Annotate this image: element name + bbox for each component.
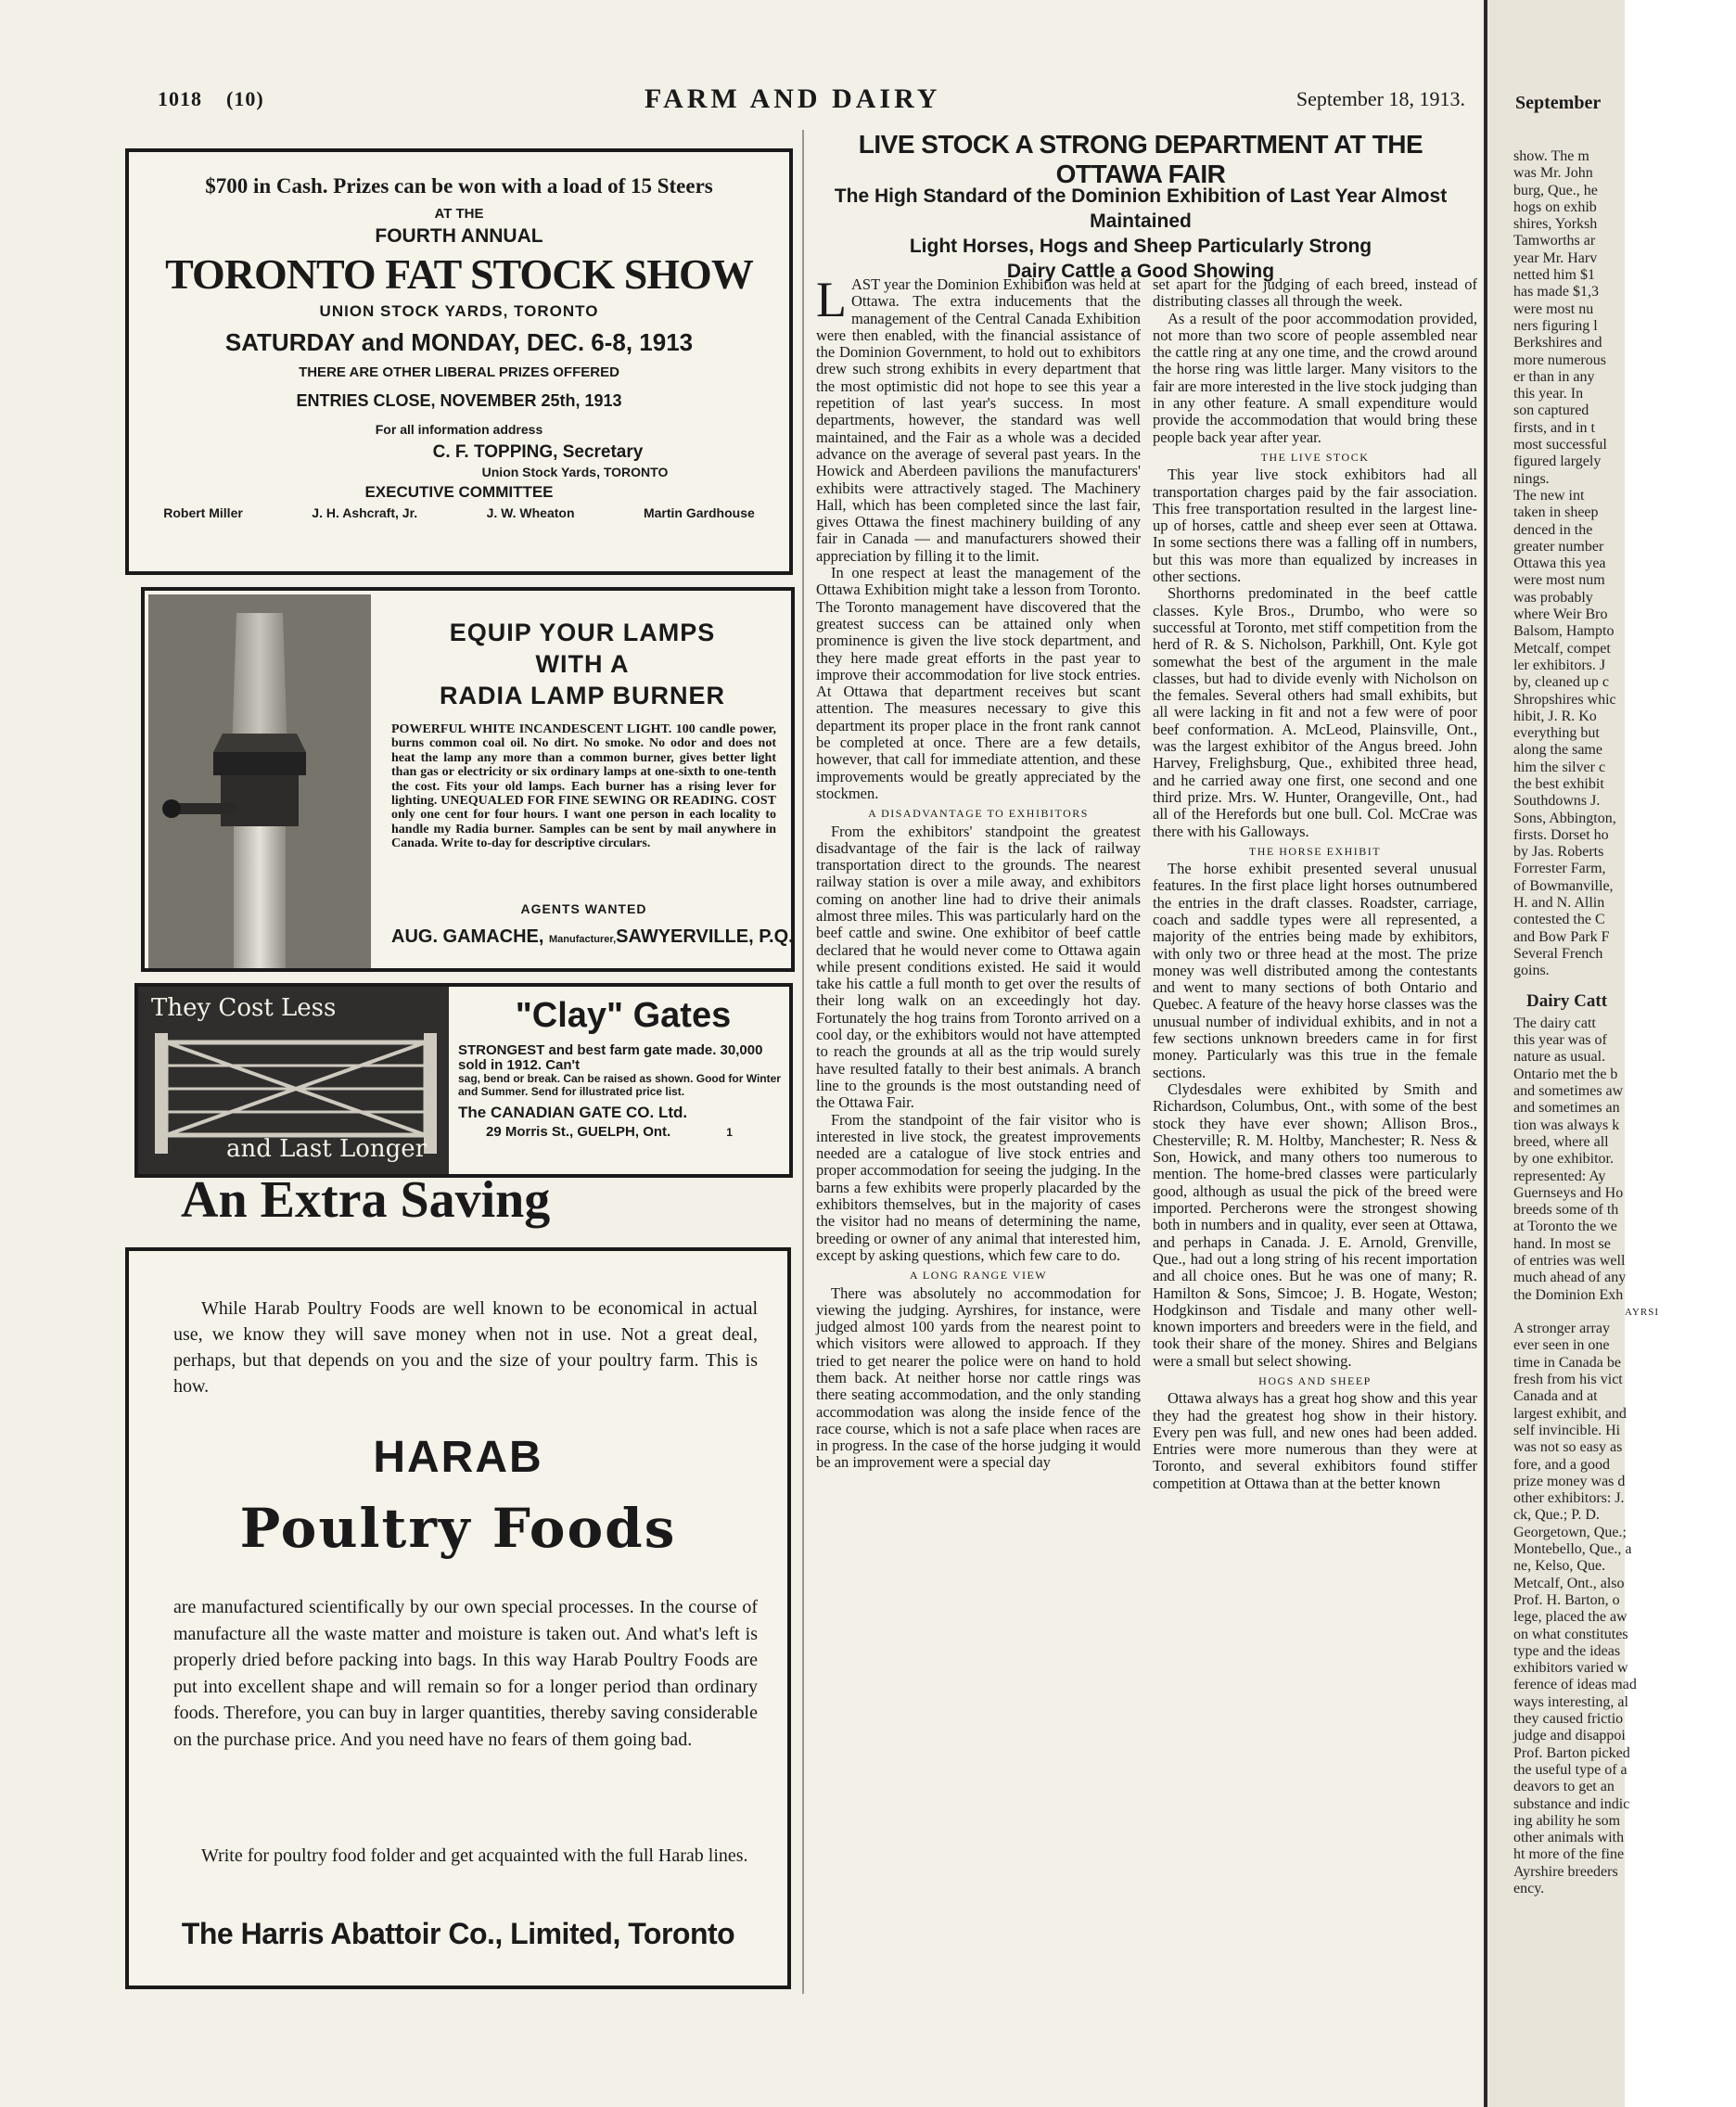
bleed-line: exhibitors varied w — [1513, 1660, 1628, 1677]
bleed-line: of Bowmanville, — [1513, 877, 1614, 894]
next-page-header: September — [1515, 93, 1602, 113]
subtitle-line: The High Standard of the Dominion Exhibition of Last Year Almost Maintained — [834, 185, 1448, 232]
committee-label: EXECUTIVE COMMITTEE — [364, 483, 554, 501]
gates-company: The CANADIAN GATE CO. Ltd. — [458, 1104, 688, 1121]
bleed-line: and sometimes an — [1513, 1100, 1620, 1117]
bleed-line: much ahead of any — [1513, 1270, 1627, 1286]
bleed-line: the Dominion Exh — [1513, 1286, 1624, 1303]
paragraph: Clydesdales were exhibited by Smith and Richardson, Columbus, Ont., with some of the best stock they have ever shown; Allison Bros., Chesterville; R. M. Holtby, Manchester; R. Ness & Son, Howick, and many others too numerous to mention. The home-bred classes were particularly good, although as usual the pick of the breed were imported. Percherons were the strongest showing both in numbers and in quality, ever seen at Ottawa, and perhaps in Canada. J. E. Arnold, Grenville, Que., had out a long string of his recent importation and all choice ones. But he was one of many; R. Hamilton & Sons, Simcoe; J. B. Hogate, Weston; Hodgkinson and Tisdale and many other well-known importers and breeders were in the field, and took their share of the money. Shires and Belgians were a small but select showing. — [1153, 1079, 1477, 1370]
fat-stock-title: TORONTO FAT STOCK SHOW — [165, 250, 753, 298]
bleed-line: Ayrshire breeders — [1513, 1863, 1618, 1880]
bleed-line: ners figuring l — [1513, 317, 1598, 334]
bleed-line: The new int — [1513, 487, 1585, 504]
section-heading: HOGS AND SHEEP — [1258, 1374, 1372, 1387]
bleed-line: hogs on exhib — [1513, 198, 1597, 215]
bleed-line: on what constitutes — [1513, 1626, 1628, 1642]
bleed-line: ck, Que.; P. D. — [1513, 1507, 1600, 1524]
bleed-line: this year. In — [1513, 386, 1584, 402]
bleed-line: burg, Que., he — [1513, 182, 1598, 198]
paragraph: From the exhibitors' standpoint the greatest disadvantage of the fair is the lack of railway transportation direct to the grounds. The nearest railway station is over a mile away, and exhibitors coming on another line had to drive their animals almost three miles. This was particularly hard on the beef cattle and swine. One exhibitor of beef cattle declared that he would never come to Ottawa again while present conditions existed. He said it would take his cattle a full month to get over the results of their long walk on an exceedingly hot day. Fortunately the hog trains from Toronto arrived on a cool day, or the exhibitors would not have attempted to reach the grounds at all as the trip would surely have resulted fatally to their best animals. A branch line to the grounds is the most outstanding need of the Ottawa Fair. — [816, 822, 1141, 1112]
bleed-line: Prof. H. Barton, o — [1513, 1591, 1620, 1608]
bleed-line: ht more of the fine — [1513, 1846, 1625, 1863]
section-heading: THE LIVE STOCK — [1260, 450, 1370, 464]
poultry-foods-title: Poultry Foods — [239, 1497, 677, 1560]
bleed-line: Several French — [1513, 945, 1603, 962]
gates-lead: STRONGEST and best farm gate made. 30,000 sold in 1912. Can't — [458, 1042, 763, 1073]
extra-saving-heading: An Extra Saving — [181, 1171, 551, 1229]
paragraph: There was absolutely no accommodation for viewing the judging. Ayrshires, for instance, were judged almost 100 yards from the nearest point to which visitors were allowed to approach. If they tried to get nearer the police were on hand to hold them back. At neither horse nor cattle rings was there seating accommodation, and the only standing accommodation was along the inside fence of the race course, which is not a safe place when races are in progress. In the case of the horse judging it would be an improvement were a special day — [816, 1283, 1141, 1472]
bleed-line: Balsom, Hampto — [1513, 623, 1615, 640]
bleed-line: H. and N. Allin — [1513, 895, 1605, 912]
radia-maker — [391, 926, 794, 948]
article-title: LIVE STOCK A STRONG DEPARTMENT AT THE OTTAWA FAIR — [858, 130, 1423, 188]
bleed-line: at Toronto the we — [1513, 1219, 1617, 1235]
bleed-line: firsts. Dorset ho — [1513, 826, 1609, 843]
bleed-line: self invincible. Hi — [1513, 1422, 1621, 1438]
committee-list — [129, 505, 789, 520]
bleed-line: most successful — [1513, 437, 1607, 453]
bleed-line: Prof. Barton picked — [1513, 1744, 1630, 1761]
bleed-line: time in Canada be — [1513, 1354, 1621, 1371]
bleed-line: Montebello, Que., a — [1513, 1541, 1632, 1558]
bleed-line: him the silver c — [1513, 759, 1606, 775]
lamp-burner-photo — [148, 594, 371, 968]
bleed-line: Guernseys and Ho — [1513, 1184, 1624, 1201]
bleed-line: ing ability he som — [1513, 1812, 1621, 1829]
bleed-line: fore, and a good — [1513, 1456, 1610, 1473]
bleed-line: ever seen in one — [1513, 1337, 1610, 1354]
bleed-line: were most num — [1513, 572, 1605, 589]
subtitle-line: Dairy Cattle a Good Showing — [1006, 261, 1275, 282]
gates-body: sag, bend or break. Can be raised as shown. Good for Winter and Summer. Send for illustrated price list. — [458, 1072, 781, 1098]
paragraph: The horse exhibit presented several unusual features. In the first place light horses outnumbered the entries in the draft classes. Roadster, carriage, coach and saddle types were all represented, a majority of the entries being made by exhibitors, with only two or three head at the most. The prize money was well distributed among the contestants and went to many sections of both Ontario and Quebec. A feature of the heavy horse classes was the unusual number of individual exhibits, and in not a few sections unknown breeders came in for first money. Particularly was this true in the female sections. — [1153, 860, 1477, 1081]
bleed-line: everything but — [1513, 725, 1600, 742]
paragraph: Shorthorns predominated in the beef cattle classes. Kyle Bros., Drumbo, who were so successful at Toronto, met stiff competition from the herd of R. & S. Nicholson, Parkhill, Ont. Kyle got somewhat the best of the argument in the male classes, but had to divide evenly with Nicholson on the females. Several others had small exhibits, but all were lacking in fit and not a few were of poor beef conformation. A. McLeod, Plainsville, Ont., was the largest exhibitor of the Angus breed. John Harvey, Frelighsburg, Que., exhibited three head, and he carried away one first, one second and one third prize. Mrs. W. Hunter, Orangeville, Ont., had all of the Herefords but one bull. Col. McCrae was there with his Galloways. — [1153, 584, 1477, 840]
harab-brand: HARAB — [373, 1433, 543, 1482]
paragraph: As a result of the poor accommodation provided, not more than two score of people assembled near the cattle ring at any one time, and the crowd around the horse ring was little larger. Many visitors to the fair are more interested in the live stock judging than in any other feature. A small expenditure would provide the accommodation that would bring these people back year after year. — [1153, 309, 1477, 446]
info-line: For all information address — [375, 422, 543, 437]
paragraph: From the standpoint of the fair visitor who is interested in live stock, the greatest improvements needed are a catalogue of live stock entries and proper accommodation for seeing the judging. In the barns a few exhibits were properly placarded by the exhibitors themselves, but in the majority of cases the visitor had no means of determining the name, breeding or owner of any animal that interested him, except by asking questions, which few care to do. — [816, 1110, 1141, 1264]
bleed-line: Forrester Farm, — [1513, 861, 1606, 877]
bleed-line: nings. — [1513, 470, 1550, 487]
bleed-line: the useful type of a — [1513, 1761, 1628, 1778]
bleed-section-heading: Dairy Catt — [1526, 990, 1608, 1011]
harab-body: are manufactured scientifically by our own special processes. In the course of manufacture all the waste matter and moisture is taken out. And what's left is properly dried before packing into bags. In this way Harab Poultry Foods are put into excellent shape and will remain so for a longer period than ordinary foods. Therefore, you can buy in larger quantities, thereby saving considerable on the purchase price. And you need have no fears of them going bad. — [173, 1597, 758, 1750]
harab-poultry-ad — [125, 1247, 791, 1989]
bleed-line: firsts, and in t — [1513, 419, 1595, 436]
bleed-line: breed, where all — [1513, 1133, 1609, 1150]
secretary-name: C. F. TOPPING, Secretary — [432, 442, 644, 462]
bleed-line: Ottawa this yea — [1513, 555, 1606, 572]
committee-member: Martin Gardhouse — [643, 505, 755, 520]
next-page-edge — [1484, 0, 1659, 2107]
bleed-line: and Bow Park F — [1513, 928, 1610, 945]
bleed-line: other exhibitors: J. — [1513, 1490, 1625, 1507]
bleed-line: lege, placed the aw — [1513, 1609, 1628, 1626]
harab-company: The Harris Abattoir Co., Limited, Toronto — [181, 1917, 735, 1950]
prize-line: $700 in Cash. Prizes can be won with a load of 15 Steers — [205, 174, 713, 198]
bleed-line: show. The m — [1513, 148, 1589, 164]
column-divider — [802, 130, 804, 1994]
section-heading: THE HORSE EXHIBIT — [1248, 844, 1382, 858]
paragraph: In one respect at least the management of the Ottawa Exhibition might take a lesson from Toronto. The Toronto management have discovered that the greatest success can be attained only when prominence is given the live stock department, and they here made great efforts in the past year to improve their accommodation for live stock entries. At Ottawa that department receives but scant attention. The measures necessary to give this department its proper place in the front rank cannot be completed at once. There are a few details, however, that call for immediate attention, and these improvements would be greatly appreciated by the stockmen. — [816, 564, 1141, 802]
other-prizes-line: THERE ARE OTHER LIBERAL PRIZES OFFERED — [299, 364, 619, 380]
committee-member: J. W. Wheaton — [486, 505, 575, 520]
fourth-annual-line: FOURTH ANNUAL — [375, 225, 543, 247]
bleed-line: breeds some of th — [1513, 1202, 1619, 1219]
bleed-subheading: AYRSI — [1625, 1306, 1659, 1318]
gates-title: "Clay" Gates — [515, 996, 732, 1035]
bleed-line: er than in any — [1513, 368, 1595, 385]
bleed-line: son captured — [1513, 402, 1589, 419]
bleed-line: Southdowns J. — [1513, 793, 1601, 810]
article-subtitle — [807, 184, 1474, 284]
page-number-label: 1018 (10) — [158, 87, 264, 110]
next-page-text — [1513, 148, 1736, 1897]
radia-headline — [388, 617, 777, 711]
bleed-line: figured largely — [1513, 453, 1602, 470]
bleed-line: Georgetown, Que.; — [1513, 1524, 1627, 1540]
paragraph: set apart for the judging of each breed, instead of distributing classes all through the week. — [1153, 275, 1477, 311]
gates-mark: 1 — [726, 1126, 733, 1139]
gates-text — [458, 996, 788, 1140]
radia-body-text: POWERFUL WHITE INCANDESCENT LIGHT. 100 candle power, burns common coal oil. No dirt. No smoke. No odor and does not heat the lamp any more than a common burner, gives better light than gas or electricity or six ordinary lamps at one-sixth to one-tenth the cost. Fits your old lamps. Each burner has a rising lever for lighting. UNEQUALED FOR FINE SEWING OR READING. COST only one cent for four hours. I want one person in each locality to handle my Radia burner. Samples can be sent by mail anywhere in Canada. Write to-day for descriptive circulars. — [391, 722, 776, 851]
bleed-line: ways interesting, al — [1513, 1693, 1628, 1710]
bleed-line: denced in the — [1513, 521, 1593, 538]
bleed-line: greater number — [1513, 538, 1604, 555]
page-header — [158, 83, 1465, 121]
bleed-line: Shropshires whic — [1513, 691, 1616, 708]
maker-name: AUG. GAMACHE, — [391, 926, 544, 947]
bleed-line: ne, Kelso, Que. — [1513, 1558, 1606, 1575]
bleed-line: and sometimes aw — [1513, 1083, 1624, 1100]
bleed-line: contested the C — [1513, 912, 1605, 928]
article-column-1 — [816, 272, 1141, 1992]
bleed-line: by, cleaned up c — [1513, 674, 1609, 691]
gate-tagline-bottom: and Last Longer — [226, 1135, 428, 1163]
gates-address-text: 29 Morris St., GUELPH, Ont. — [486, 1124, 671, 1140]
bleed-line: this year was of — [1513, 1032, 1607, 1049]
secretary-address: Union Stock Yards, TORONTO — [481, 465, 669, 479]
harab-intro: While Harab Poultry Foods are well known to be economical in actual use, we know they will save money when not in use. Not a great deal, perhaps, but that depends on you and the size of your poultry farm. This is how. — [173, 1298, 758, 1397]
bleed-line: Ontario met the b — [1513, 1066, 1618, 1082]
bleed-line: goins. — [1513, 963, 1550, 979]
paragraph: This year live stock exhibitors had all transportation charges paid by the fair association. This free transportation resulted in the largest line-up of horses, cattle and sheep ever seen at Ottawa. In some sections there was a falling off in numbers, but this was more than equalized by increases in other sections. — [1153, 466, 1477, 586]
gate-illustration — [138, 987, 449, 1174]
bleed-line: netted him $1 — [1513, 267, 1595, 284]
bleed-line: they caused frictio — [1513, 1711, 1624, 1728]
show-dates: SATURDAY and MONDAY, DEC. 6-8, 1913 — [224, 328, 694, 356]
clay-gates-ad — [134, 983, 793, 1178]
entries-close-line: ENTRIES CLOSE, NOVEMBER 25th, 1913 — [296, 391, 622, 410]
bleed-line: ency. — [1513, 1880, 1545, 1896]
fat-stock-show-ad — [125, 148, 793, 575]
masthead-title: FARM AND DAIRY — [645, 83, 941, 114]
bleed-line: Sons, Abbington, — [1513, 810, 1616, 826]
radia-headline-line: WITH A — [535, 650, 630, 678]
bleed-line: of entries was well — [1513, 1253, 1626, 1269]
maker-role: Manufacturer, — [549, 934, 617, 945]
bleed-line: the best exhibit — [1513, 775, 1604, 792]
bleed-line: type and the ideas — [1513, 1642, 1621, 1659]
bleed-line: were most nu — [1513, 300, 1594, 317]
bleed-line: tion was always k — [1513, 1117, 1620, 1133]
committee-member: J. H. Ashcraft, Jr. — [312, 505, 418, 520]
bleed-line: was not so easy as — [1513, 1439, 1623, 1456]
gate-tagline-top: They Cost Less — [151, 994, 337, 1022]
bleed-line: Berkshires and — [1513, 335, 1602, 351]
bleed-line: was Mr. John — [1513, 165, 1593, 182]
radia-headline-line: EQUIP YOUR LAMPS — [449, 619, 716, 646]
bleed-line: judge and disappoi — [1513, 1728, 1626, 1744]
bleed-line: ference of ideas mad — [1513, 1677, 1637, 1693]
bleed-line: Metcalf, compet — [1513, 640, 1611, 657]
bleed-line: deavors to get an — [1513, 1779, 1615, 1795]
bleed-line: more numerous — [1513, 351, 1606, 368]
bleed-line: A stronger array — [1513, 1321, 1610, 1337]
bleed-line: hibit, J. R. Ko — [1513, 708, 1597, 724]
bleed-line: by one exhibitor. — [1513, 1151, 1614, 1168]
lamp-burner-illustration — [148, 594, 371, 968]
bleed-line: represented: Ay — [1513, 1168, 1606, 1184]
bleed-line: year Mr. Harv — [1513, 249, 1598, 266]
gates-address — [458, 1124, 788, 1140]
bleed-line: The dairy catt — [1513, 1015, 1596, 1031]
bleed-line: other animals with — [1513, 1830, 1625, 1846]
section-heading: A LONG RANGE VIEW — [909, 1269, 1048, 1283]
subtitle-line: Light Horses, Hogs and Sheep Particularly Strong — [909, 236, 1372, 257]
bleed-line: by Jas. Roberts — [1513, 844, 1604, 861]
bleed-line: has made $1,3 — [1513, 284, 1599, 300]
bleed-line: Metcalf, Ont., also — [1513, 1575, 1625, 1591]
bleed-line: largest exhibit, and — [1513, 1405, 1627, 1422]
radia-headline-line: RADIA LAMP BURNER — [439, 682, 725, 709]
paragraph: Ottawa always has a great hog show and this year they had the greatest hog show in their history. Every pen was full, and new ones had been added. Entries were more numerous than they were at Toronto, and several exhibitors found stiffer competition at Ottawa than at the better known — [1153, 1389, 1477, 1492]
bleed-line: where Weir Bro — [1513, 607, 1608, 623]
section-heading: A DISADVANTAGE TO EXHIBITORS — [868, 807, 1089, 821]
at-the-line: AT THE — [434, 206, 484, 222]
bleed-line: taken in sheep — [1513, 504, 1599, 521]
bleed-line: fresh from his vict — [1513, 1372, 1623, 1388]
issue-date: September 18, 1913. — [1296, 87, 1465, 110]
bleed-line: hand. In most se — [1513, 1235, 1611, 1252]
paragraph: AST year the Dominion Exhibition was held at Ottawa. The extra inducements that the management of the Central Canada Exhibition were then enabled, with the financial assistance of the Dominion Government, to hold out to exhibitors drew such strong exhibits in every department that the most optimistic did not hope to see this year a repetition of last year's success. In most departments, however, the standard was well maintained, and the Fair as a whole was a decided advance on the average of several past years. In the Howick and Aberdeen pavilions the manufacturers' exhibits were attractively staged. The Machinery Hall, which has been completed since the last fair, gives Ottawa the finest machinery building of any fair in Canada — and manufacturers showed their appreciation by filling it to the limit. — [816, 275, 1141, 565]
committee-member: Robert Miller — [163, 505, 243, 520]
venue-line: UNION STOCK YARDS, TORONTO — [319, 302, 599, 320]
bleed-line: substance and indic — [1513, 1795, 1630, 1812]
bleed-line: Canada and at — [1513, 1388, 1598, 1405]
harab-write: Write for poultry food folder and get acquainted with the full Harab lines. — [201, 1845, 748, 1866]
bleed-line: Tamworths ar — [1513, 233, 1596, 249]
maker-place: SAWYERVILLE, P.Q. — [616, 926, 794, 947]
bleed-line: nature as usual. — [1513, 1049, 1606, 1066]
article-column-2 — [1153, 276, 1477, 1992]
bleed-line: shires, Yorksh — [1513, 216, 1598, 233]
bleed-line: prize money was d — [1513, 1473, 1626, 1489]
agents-wanted: AGENTS WANTED — [520, 901, 647, 916]
radia-lamp-ad — [141, 587, 795, 972]
bleed-line: ler exhibitors. J — [1513, 657, 1606, 673]
bleed-line: was probably — [1513, 589, 1593, 606]
bleed-line: along the same — [1513, 742, 1602, 759]
drop-cap: L — [816, 272, 847, 327]
